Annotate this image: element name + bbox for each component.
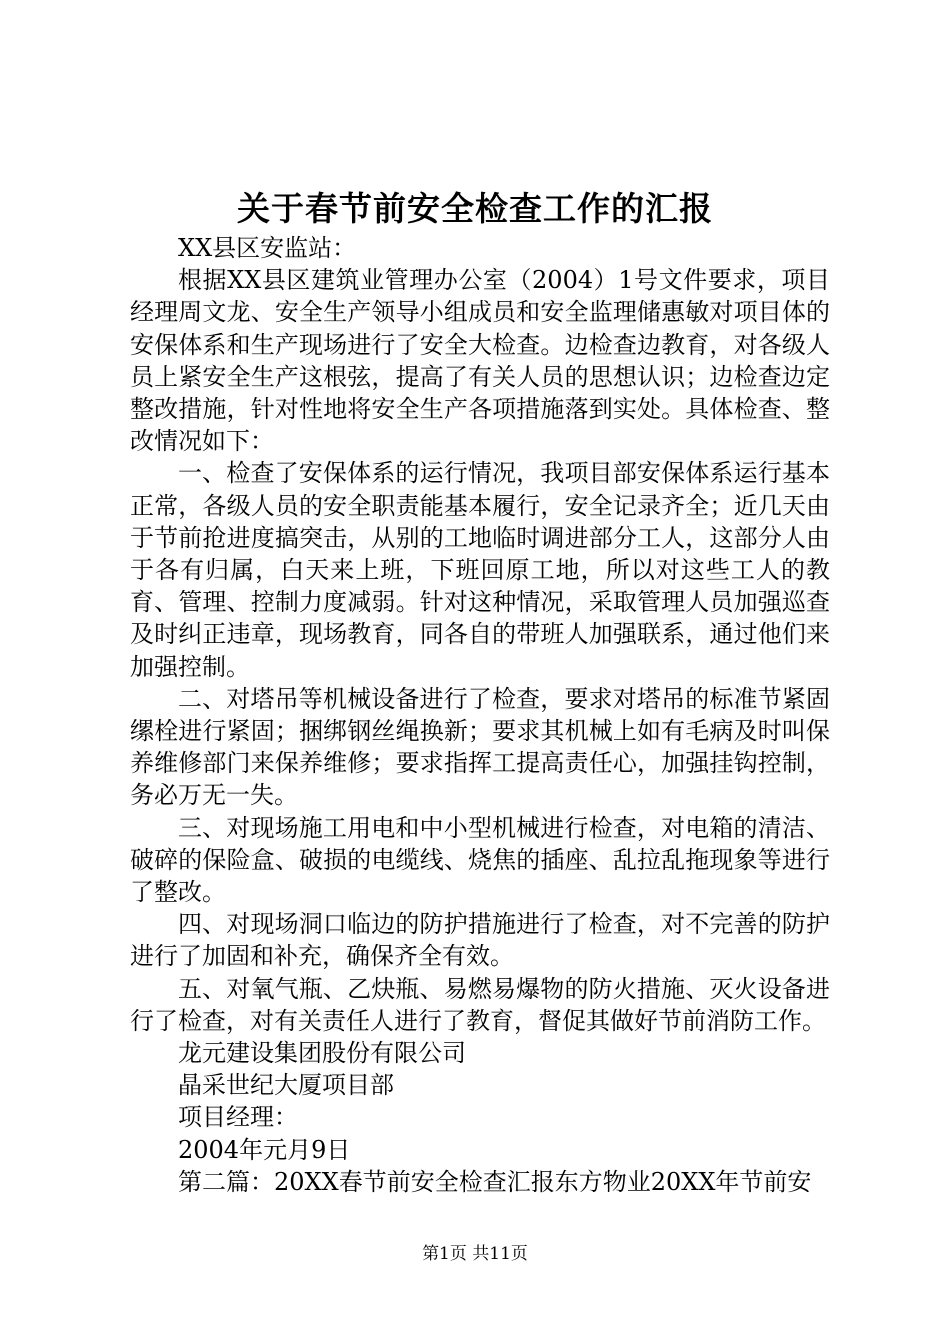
document-body — [130, 232, 830, 1198]
paragraph-intro: 根据XX县区建筑业管理办公室（2004）1号文件要求，项目经理周文龙、安全生产领导小组成员和安全监理储惠敏对项目体的安保体系和生产现场进行了安全大检查。边检查边教育，对各级人员上紧安全生产这根弦，提高了有关人员的思想认识；边检查边定整改措施，针对性地将安全生产各项措施落到实处。具体检查、整改情况如下： — [130, 266, 830, 456]
salutation: XX县区安监站： — [178, 234, 357, 262]
paragraph-item-3: 三、对现场施工用电和中小型机械进行检查，对电箱的清洁、破碎的保险盒、破损的电缆线、烧焦的插座、乱拉乱拖现象等进行了整改。 — [130, 813, 830, 907]
document-title: 关于春节前安全检查工作的汇报 — [237, 189, 713, 228]
page-footer: 第1页 共11页 — [422, 1244, 528, 1264]
paragraph-item-1: 一、检查了安保体系的运行情况，我项目部安保体系运行基本正常，各级人员的安全职责能基本履行，安全记录齐全；近几天由于节前抢进度搞突击，从别的工地临时调进部分工人，这部分人由于各有归属，白天来上班，下班回原工地，所以对这些工人的教育、管理、控制力度减弱。针对这种情况，采取管理人员加强巡查及时纠正违章，现场教育，同各自的带班人加强联系，通过他们来加强控制。 — [130, 459, 830, 681]
signature-date: 2004年元月9日 — [178, 1135, 351, 1164]
signature-department: 晶采世纪大厦项目部 — [178, 1071, 394, 1100]
paragraph-item-4: 四、对现场洞口临边的防护措施进行了检查，对不完善的防护进行了加固和补充，确保齐全有效。 — [130, 910, 830, 971]
signature-manager: 项目经理： — [178, 1103, 298, 1132]
next-section-heading: 第二篇：20XX春节前安全检查汇报东方物业20XX年节前安 — [178, 1167, 812, 1196]
paragraph-item-2: 二、对塔吊等机械设备进行了检查，要求对塔吊的标准节紧固缧栓进行紧固；捆绑钢丝绳换新；要求其机械上如有毛病及时叫保养维修部门来保养维修；要求指挥工提高责任心，加强挂钩控制，务必万无一失。 — [130, 684, 830, 810]
signature-company: 龙元建设集团股份有限公司 — [178, 1039, 466, 1068]
paragraph-item-5: 五、对氧气瓶、乙炔瓶、易燃易爆物的防火措施、灭火设备进行了检查，对有关责任人进行了教育，督促其做好节前消防工作。 — [130, 974, 830, 1035]
